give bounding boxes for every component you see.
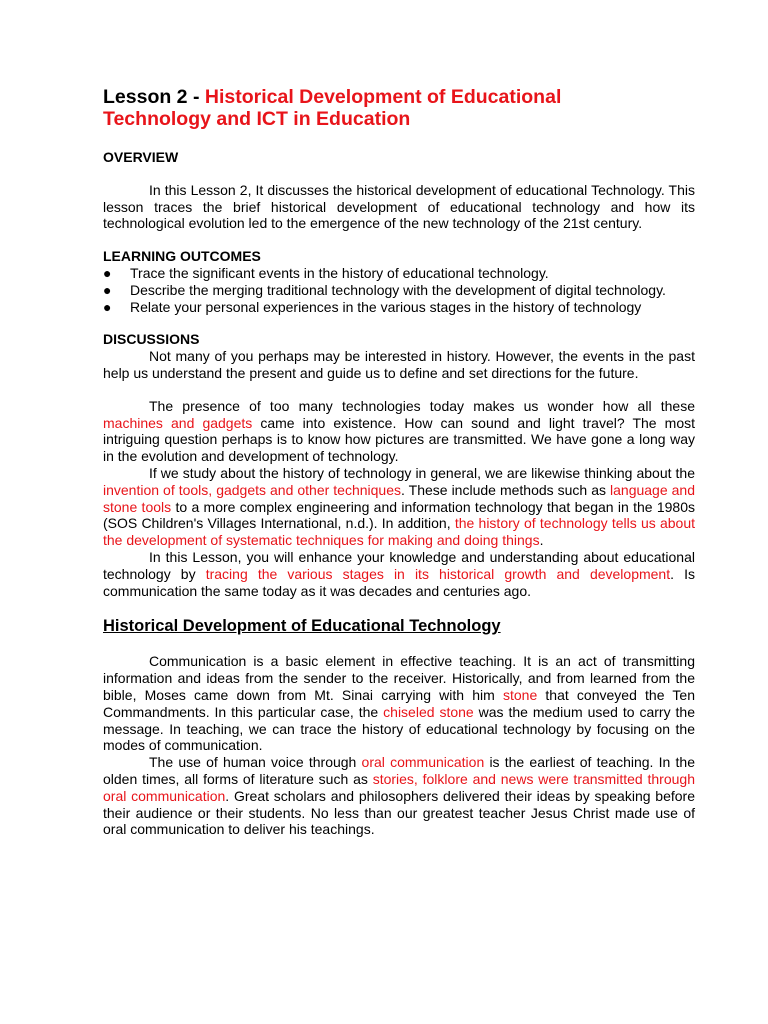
highlight-text: machines and gadgets: [103, 414, 253, 431]
list-item: [103, 299, 695, 316]
bullet-icon: ●: [103, 264, 112, 281]
text-run: that conveyed the Ten Commandments. In this particular case, the: [103, 686, 695, 720]
highlight-text: language and stone tools: [103, 481, 695, 515]
lesson-title-red-line2: Technology and ICT in Education: [103, 108, 411, 130]
highlight-text: the history of technology tells us about the development of systematic techniques for making and doing things: [103, 515, 695, 549]
overview-paragraph: In this Lesson 2, It discusses the historical development of educational Technology. This lesson traces the brief historical development of educational technology and how its technological evolution led to the emergence of the new technology of the 21st century.: [103, 181, 695, 232]
discussion-paragraph-4: [103, 549, 695, 599]
highlight-text: chiseled stone: [383, 703, 474, 720]
history-section-heading: Historical Development of Educational Technology: [103, 617, 501, 636]
history-paragraph-2: [103, 754, 695, 838]
list-item: [103, 282, 695, 299]
list-item: [103, 265, 695, 282]
outcome-text: Describe the merging traditional technology with the development of digital technology.: [130, 281, 666, 298]
text-run: to a more complex engineering and information technology that began in the 1980s (SOS Children's Villages International, n.d.). In addition,: [103, 498, 695, 532]
highlight-text: stories, folklore and news were transmitted through oral communication: [103, 770, 695, 804]
text-run: . These include methods such as: [401, 481, 611, 498]
bullet-icon: ●: [103, 298, 112, 315]
outcome-text: Trace the significant events in the history of educational technology.: [130, 264, 549, 281]
highlight-text: oral communication: [361, 754, 485, 771]
history-paragraph-1: [103, 653, 695, 754]
text-run: was the medium used to carry the message. In teaching, we can trace the history of educational technology by focusing on the modes of communication.: [103, 703, 695, 754]
outcome-text: Relate your personal experiences in the various stages in the history of technology: [130, 298, 642, 315]
text-run: Communication is a basic element in effective teaching. It is an act of transmitting information and ideas from the sender to the receiver. Historically, and from learned from the bible, Moses came down from Mt. Sinai carrying with him: [103, 653, 695, 703]
learning-outcomes-list: [103, 265, 695, 315]
highlight-text: stone: [502, 686, 538, 703]
lesson-title: [103, 86, 695, 130]
text-run: . Is communication the same today as it was decades and centuries ago.: [103, 565, 695, 599]
overview-heading: OVERVIEW: [103, 149, 179, 165]
text-run: The presence of too many technologies today makes us wonder how all these: [149, 397, 695, 414]
discussion-paragraph-2: [103, 398, 695, 465]
text-run: . Great scholars and philosophers delivered their ideas by speaking before their audience or their students. No less than our greatest teacher Jesus Christ made use of oral communication to deliver his teachings.: [103, 787, 696, 838]
highlight-text: invention of tools, gadgets and other techniques: [103, 481, 402, 498]
text-run: is the earliest of teaching. In the olden times, all forms of literature such as: [103, 754, 695, 787]
document-content: [103, 86, 695, 838]
lesson-title-prefix: Lesson 2 -: [103, 86, 205, 108]
discussion-paragraph-1: Not many of you perhaps may be interested in history. However, the events in the past help us understand the present and guide us to define and set directions for the future.: [103, 348, 695, 381]
text-run: The use of human voice through: [149, 754, 362, 771]
text-run: In this Lesson, you will enhance your knowledge and understanding about educational technology by: [103, 548, 695, 582]
highlight-text: tracing the various stages in its historical growth and development: [205, 565, 671, 582]
bullet-icon: ●: [103, 281, 112, 298]
text-run: If we study about the history of technology in general, we are likewise thinking about the: [149, 464, 695, 481]
learning-outcomes-heading: LEARNING OUTCOMES: [103, 248, 261, 265]
lesson-title-red-line1: Historical Development of Educational: [204, 86, 562, 108]
discussions-heading: DISCUSSIONS: [103, 331, 200, 348]
text-run: came into existence. How can sound and light travel? The most intriguing question perhaps is to know how pictures are transmitted. We have gone a long way in the evolution and development of technology.: [103, 414, 696, 465]
discussion-paragraph-3: [103, 465, 695, 549]
text-run: .: [539, 532, 544, 549]
